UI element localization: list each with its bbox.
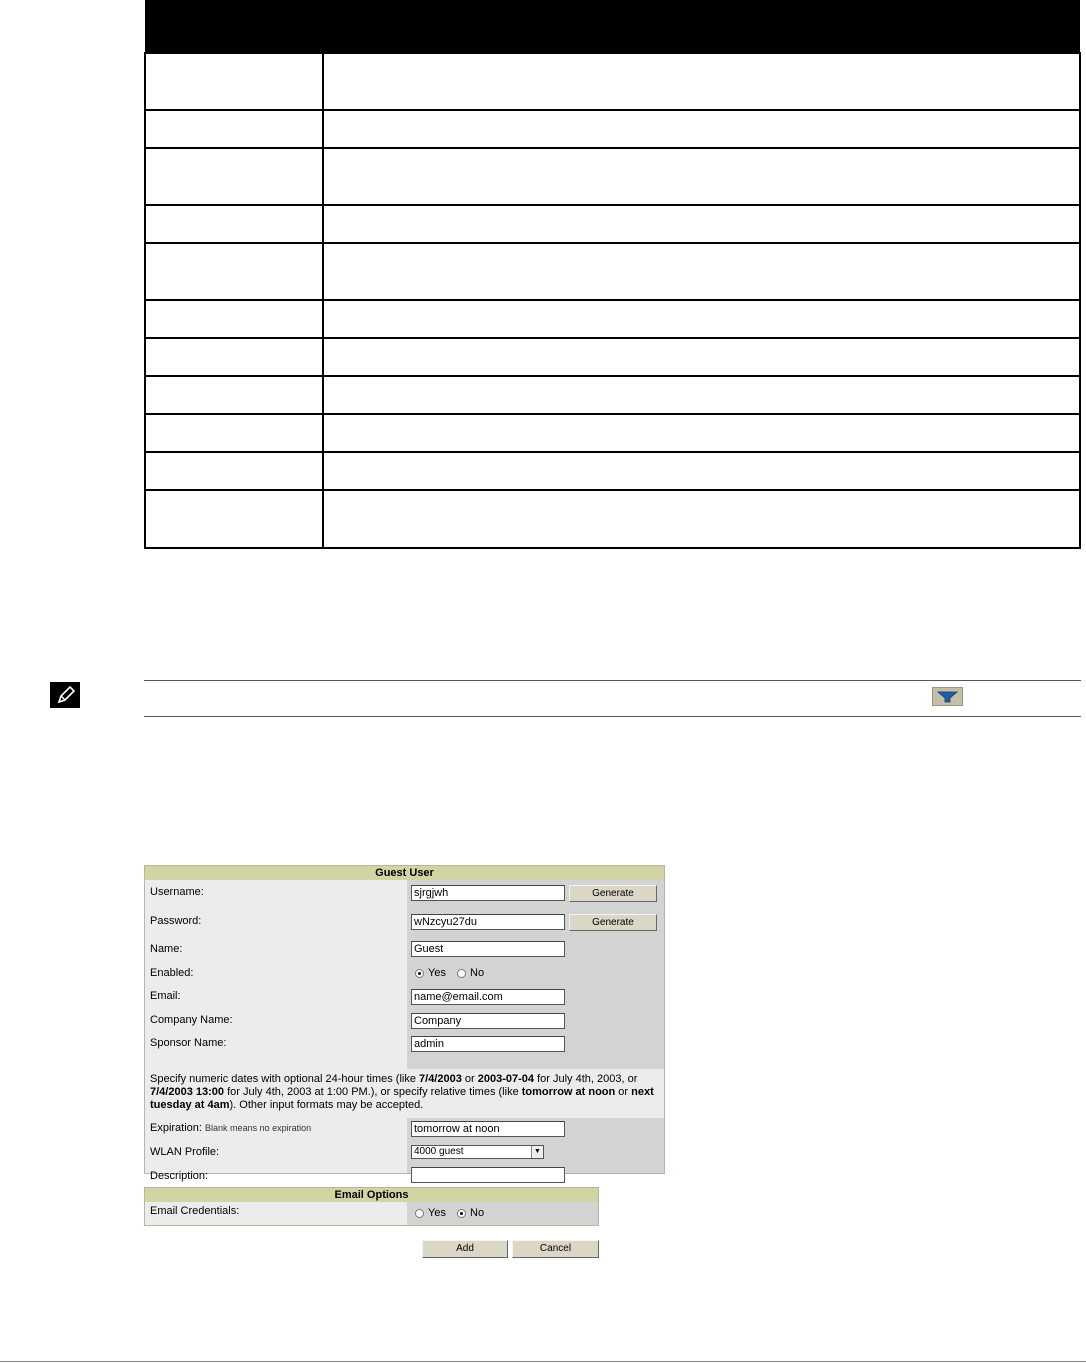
password-input[interactable]: wNzcyu27du xyxy=(411,914,565,930)
table-row xyxy=(145,148,1080,205)
wlan-profile-row xyxy=(145,1143,664,1165)
name-label: Name: xyxy=(150,943,183,955)
email-credentials-label: Email Credentials: xyxy=(150,1205,240,1217)
enabled-label: Enabled: xyxy=(150,967,194,979)
enabled-radio-group xyxy=(415,967,492,979)
email-label: Email: xyxy=(150,990,181,1002)
email-options-header: Email Options xyxy=(145,1188,598,1202)
email-credentials-row xyxy=(145,1202,664,1224)
expiration-label: Expiration: Blank means no expiration xyxy=(150,1122,312,1134)
email-credentials-yes-radio[interactable] xyxy=(415,1209,424,1218)
wlan-profile-value: 4000 guest xyxy=(414,1146,464,1157)
pencil-note-icon xyxy=(50,682,80,708)
footer-rule xyxy=(0,1361,1086,1362)
company-input[interactable]: Company xyxy=(411,1013,565,1029)
table-header-row xyxy=(145,0,1080,53)
table-row xyxy=(145,243,1080,300)
guest-user-form xyxy=(144,865,665,1182)
username-label: Username: xyxy=(150,886,204,898)
company-label: Company Name: xyxy=(150,1014,233,1026)
enabled-no-label: No xyxy=(470,967,485,979)
enabled-yes-label: Yes xyxy=(428,967,446,979)
email-credentials-yes-label: Yes xyxy=(428,1207,446,1219)
guest-user-body xyxy=(145,880,664,1182)
sponsor-input[interactable]: admin xyxy=(411,1036,565,1052)
table-row xyxy=(145,300,1080,338)
email-input[interactable]: name@email.com xyxy=(411,989,565,1005)
email-credentials-no-radio[interactable] xyxy=(457,1209,466,1218)
enabled-row xyxy=(145,964,664,986)
email-options-body xyxy=(145,1202,598,1225)
email-options-form xyxy=(144,1187,599,1226)
table-row xyxy=(145,110,1080,148)
email-row xyxy=(145,987,664,1009)
filter-funnel-icon xyxy=(932,687,963,706)
guest-user-header: Guest User xyxy=(145,866,664,880)
enabled-yes-radio[interactable] xyxy=(415,969,424,978)
table-row xyxy=(145,414,1080,452)
expiration-hint: Blank means no expiration xyxy=(205,1123,312,1133)
table-row xyxy=(145,338,1080,376)
note-bottom-rule xyxy=(144,716,1081,717)
generate-password-button[interactable]: Generate xyxy=(569,914,657,931)
date-format-help: Specify numeric dates with optional 24-hour times (like 7/4/2003 or 2003-07-04 for July 4th, 2003, or 7/4/2003 13:00 for July 4th, 2003 at 1:00 PM.), or specify relative times (like tomorrow at noon or next tuesday at 4am). Other input formats may be accepted. xyxy=(145,1069,664,1118)
table-row xyxy=(145,376,1080,414)
description-label: Description: xyxy=(150,1170,209,1182)
name-input[interactable]: Guest xyxy=(411,941,565,957)
name-row xyxy=(145,940,664,962)
wlan-profile-select[interactable] xyxy=(411,1145,544,1159)
chevron-down-icon: ▼ xyxy=(531,1146,543,1158)
reference-table xyxy=(144,0,1081,549)
table-row xyxy=(145,452,1080,490)
generate-username-button[interactable]: Generate xyxy=(569,885,657,902)
sponsor-label: Sponsor Name: xyxy=(150,1037,227,1049)
note-top-rule xyxy=(144,680,1081,681)
password-label: Password: xyxy=(150,915,202,927)
enabled-no-radio[interactable] xyxy=(457,969,466,978)
wlan-profile-label: WLAN Profile: xyxy=(150,1146,220,1158)
company-row xyxy=(145,1011,664,1033)
username-input[interactable]: sjrgjwh xyxy=(411,885,565,901)
sponsor-row xyxy=(145,1034,664,1056)
email-credentials-no-label: No xyxy=(470,1207,485,1219)
password-row xyxy=(145,912,664,934)
email-credentials-radio-group xyxy=(415,1207,492,1219)
add-button[interactable]: Add xyxy=(422,1240,508,1258)
description-input[interactable] xyxy=(411,1167,565,1183)
expiration-input[interactable]: tomorrow at noon xyxy=(411,1121,565,1137)
username-row xyxy=(145,883,664,905)
description-row xyxy=(145,1167,664,1189)
table-row xyxy=(145,490,1080,548)
cancel-button[interactable]: Cancel xyxy=(512,1240,599,1258)
table-row xyxy=(145,205,1080,243)
expiration-row xyxy=(145,1119,664,1141)
table-row xyxy=(145,53,1080,110)
